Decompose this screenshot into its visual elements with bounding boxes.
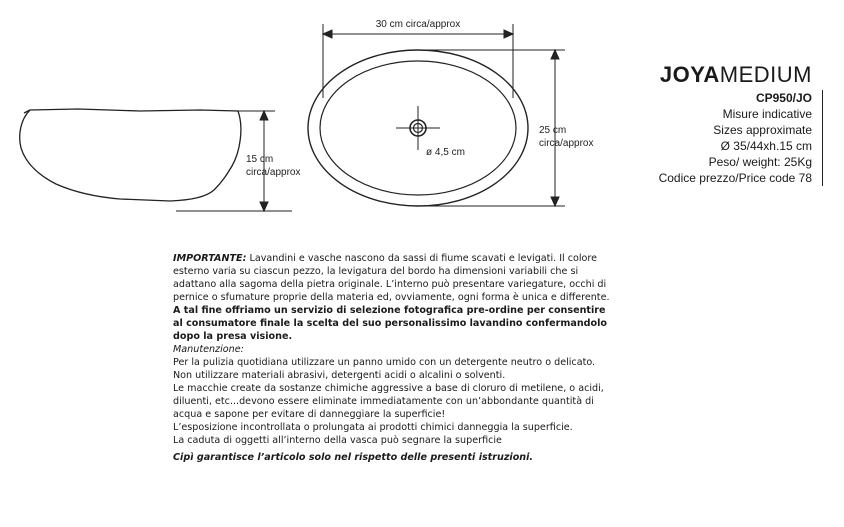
product-code: CP950/JO — [755, 91, 812, 105]
instructions — [173, 252, 613, 464]
drain-icon — [396, 106, 440, 150]
depth-label-line1: 25 cm — [539, 125, 567, 136]
product-specs — [659, 90, 823, 186]
maintenance-paragraph: Per la pulizia quotidiana utilizzare un panno umido con un detergente neutro o delicato. Non utilizzare materiali abrasivi, detergenti acidi o alcalini o solventi. — [173, 357, 596, 381]
product-name-regular: MEDIUM — [719, 62, 812, 87]
spec-line: Peso/ weight: 25Kg — [708, 155, 812, 169]
product-name-bold: JOYA — [659, 62, 720, 87]
maintenance-paragraph: Le macchie create da sostanze chimiche aggressive a base di cloruro di metilene, o acidi, diluenti, etc...devono essere eliminate immediatamente con un’abbondante quantità di acqua e sapone per evitare di danneggiare la superficie! — [173, 383, 604, 420]
product-info — [659, 62, 812, 186]
important-body: Lavandini e vasche nascono da sassi di fiume scavati e levigati. Il colore esterno varia su ciascun pezzo, la levigatura del bordo ha dimensioni variabili che si adattano alla sagoma della pietra originale. L’interno può presentare variegature, occhi di pernice o sfumature proprie della materia ed, ovviamente, ogni forma è unica e differente. — [173, 253, 610, 303]
important-paragraph — [173, 252, 613, 304]
maintenance-paragraph: L’esposizione incontrollata o prolungata ai prodotti chimici danneggia la superficie. — [173, 422, 573, 433]
height-label-line2: circa/approx — [246, 167, 301, 178]
product-name — [659, 62, 812, 88]
important-label: IMPORTANTE: — [173, 253, 247, 264]
service-paragraph: A tal fine offriamo un servizio di selezione fotografica pre-ordine per consentire al consumatore finale la scelta del suo personalissimo lavandino confermandolo dopo la presa visione. — [173, 305, 608, 342]
width-label: 30 cm circa/approx — [375, 19, 461, 30]
height-label-line1: 15 cm — [246, 154, 274, 165]
drain-label: ø 4,5 cm — [426, 147, 465, 158]
spec-line: Codice prezzo/Price code 78 — [658, 171, 812, 185]
spec-line: Sizes approximate — [713, 123, 812, 137]
warranty-footer: Cipì garantisce l’articolo solo nel rispetto delle presenti istruzioni. — [173, 452, 534, 463]
depth-label-line2: circa/approx — [539, 138, 594, 149]
maintenance-paragraph: La caduta di oggetti all’interno della vasca può segnare la superficie — [173, 435, 502, 446]
side-profile — [20, 109, 241, 201]
spec-line: Misure indicative — [722, 107, 812, 121]
spec-line: Ø 35/44xh.15 cm — [720, 139, 812, 153]
maintenance-label: Manutenzione: — [173, 344, 244, 355]
